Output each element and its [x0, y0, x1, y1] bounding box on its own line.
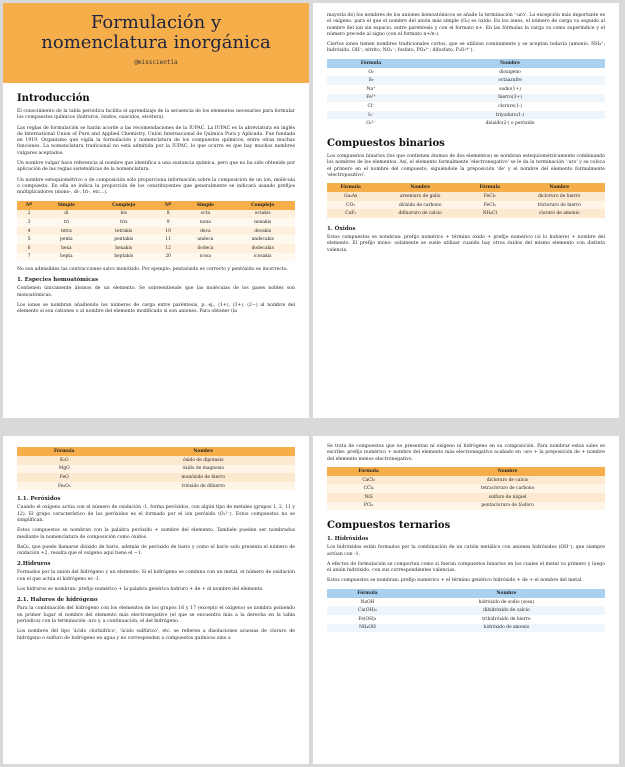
table-row [327, 111, 605, 120]
table-row [327, 615, 605, 624]
table-cell: I₃⁻ [327, 111, 415, 120]
table-row [327, 201, 605, 210]
table-row [327, 598, 605, 607]
column-header: Fórmula [466, 183, 513, 192]
table-cell: dioxígeno [499, 69, 521, 75]
section-item: 1. Óxidos [327, 225, 356, 232]
table-cell: decakis [230, 227, 295, 236]
table-cell: 20 [156, 253, 180, 262]
table-cell: hidróxido de amonio [408, 624, 605, 633]
table-cell: CaF₂ [327, 209, 374, 218]
paragraph: Se trata de compuestos que no presentan ni oxígeno ni hidrógeno en su composición. Para nombrar estas sales se escribe: prefijo numérico + nombre del elemento más electronegativo acabado en -uro + la preposición de + nombre del elemento menos electronegativo. [327, 444, 605, 462]
table-cell: dicloruro de calcio [410, 476, 605, 485]
table-cell: Na⁺ [366, 86, 376, 92]
salt-table [327, 467, 605, 510]
paragraph: BaO₂, que puede llamarse dióxido de bario, además de peróxido de bario y como el bario solo presenta el número de oxidación +2, resulta que el oxígeno aquí tiene el −1. [17, 544, 295, 557]
table-cell: MgO [17, 465, 112, 474]
binary-table [327, 183, 605, 218]
table-cell: dióxido de carbono [374, 201, 466, 210]
paragraph: Cuando el oxígeno actúa con el número de oxidación -1, forma peróxidos, con algún tipo de metales (grupos 1, 2, 11 y 12). El grupo característico de los peróxidos es el formado por el ion peróxido (O₂²⁻). Estos compuestos no se simplifican. [17, 505, 295, 523]
table-row [17, 482, 295, 491]
paragraph: Un nombre vulgar hace referencia al nombre que identifica a una sustancia química, pero que no ha sido obtenido por aplicación de las reglas sistemáticas de la nomenclatura. [17, 161, 295, 173]
table-row [327, 606, 605, 615]
hydroxide-table [327, 589, 605, 632]
paragraph: Los compuestos binarios (los que contienen átomos de dos elementos) se nombran estequiométricamente combinando los nombres de los elementos. Así, el elemento formalmente 'electronegativo' se le da la terminación '-uro' y se coloca el primero en el nombre del compuesto, siguiéndole la preposición 'de' y el nombre del elemento formalmente 'electropositivo'. [327, 153, 605, 178]
paragraph: Para la combinación del hidrógeno con los elementos de los grupos 16 y 17 (excepto el oxígeno) se nombra poniendo en primer lugar el nombre del elemento más electronegativo (el que se encuentra más a la derecha en la tabla periódica) con la terminación -uro y, a continuación, el del hidrógeno. [17, 606, 295, 624]
oxide-table [17, 447, 295, 490]
table-cell: 5 [17, 235, 41, 244]
table-cell: Cl⁻ [367, 103, 375, 109]
table-row [17, 235, 295, 244]
table-cell: 12 [156, 244, 180, 253]
table-cell: trihidróxido de hierro [482, 616, 531, 622]
column-header: Nº [17, 201, 41, 210]
column-header: Nombre [415, 59, 605, 68]
table-cell: icosa [180, 253, 230, 262]
paragraph: Formados por la unión del hidrógeno y un elemento. Si el hidrógeno se combina con un metal, el número de oxidación con el que actúa el hidrógeno es -1. [17, 570, 295, 582]
document-title [3, 13, 309, 53]
table-cell: Ca(OH)₂ [327, 606, 408, 615]
table-row [17, 210, 295, 219]
column-header: Nombre [410, 467, 605, 476]
table-cell: nonakis [230, 218, 295, 227]
table-cell: heptakis [91, 253, 156, 262]
table-cell: Fe₂O₃ [17, 482, 112, 491]
table-cell: tetra [41, 227, 91, 236]
paragraph: El conocimiento de la tabla periódica facilita el aprendizaje de la secuencia de los elementos necesarios para formular los compuestos químicos (hidruros, óxidos, oxácidos, etcétera). [17, 109, 295, 121]
column-header: Fórmula [327, 183, 374, 192]
table-cell: dióxido(2-) o peróxido [485, 121, 535, 127]
table-cell: trióxido de dihierro [112, 482, 295, 491]
paragraph: No son admisibles las contracciones salvo monóxido. Por ejemplo: pentaóxido es correcto y pentóxido es incorrecto. [17, 267, 288, 273]
table-cell: tetracloruro de carbono [410, 484, 605, 493]
table-cell: NiS [327, 493, 410, 502]
paragraph: Los hidróxidos están formados por la combinación de un catión metálico con aniones hidróxidos (OH⁻), que siempre actúan con -1. [327, 545, 605, 557]
title-line-2: nomenclatura inorgánica [41, 32, 271, 53]
column-header: Fórmula [327, 589, 408, 598]
section-heading: 1.1. Peróxidos [17, 496, 61, 503]
intro-heading: Introducción [17, 93, 90, 104]
table-cell: CaCl₂ [327, 476, 410, 485]
table-cell: hidróxido de sodio (sosa) [478, 599, 535, 605]
table-cell: hexakis [91, 244, 156, 253]
table-cell: difluoruro de calcio [374, 209, 466, 218]
table-cell: O₂ [368, 69, 374, 75]
table-cell: hexa [41, 244, 91, 253]
table-cell: dihidróxido de calcio [408, 606, 605, 615]
table-cell: dicloruro de hierro [513, 192, 605, 201]
table-header-row [327, 467, 605, 476]
column-header: Complejo [230, 201, 295, 210]
table-header-row [17, 201, 295, 210]
page-1 [3, 3, 309, 418]
column-header: Fórmula [327, 59, 415, 68]
table-row [17, 218, 295, 227]
table-cell: monóxido de hierro [112, 473, 295, 482]
ternarios-heading: Compuestos ternarios [327, 520, 451, 532]
table-cell: 7 [17, 253, 41, 262]
paragraph: Ciertos iones tienen nombres tradicionales cortos, que se utilizan comúnmente y se aceptan todavía (amonio, NH₄⁺; hidróxido, OH⁻; nitrito, NO₂⁻; fosfato, PO₄³⁻; difosfato, P₂O₇⁴⁻). [327, 42, 605, 54]
column-header: Nombre [408, 589, 605, 598]
table-row [327, 76, 605, 85]
table-header-row [327, 589, 605, 598]
table-cell: PCl₅ [327, 502, 410, 511]
author-handle: @misscientia [134, 59, 178, 66]
paragraph: mayoría de) los nombres de los aniones homoatómicos se añade la terminación '-uro'. La excepción más importante es el oxígeno, para el que el nombre del anión más simple (O₂) es óxido. En los iones, el número de carga va seguido al nombre del ion sin espacio, entre paréntesis y con el formato n+. En las fórmulas la carga va como superíndice y el número precede al signo (con el formato n+/n-). [327, 13, 605, 37]
table-row [327, 85, 605, 94]
table-cell: óxido de magnesio [112, 465, 295, 474]
table-cell: 4 [17, 227, 41, 236]
table-header-row [17, 447, 295, 456]
paragraph: Las reglas de formulación se harán acorde a las recomendaciones de la IUPAC. La IUPAC es la abreviatura en inglés de International Union of Pure and Applied Chemistry, Unión Internacional de Química Pura y Aplicada. Fue fundada en 1919. Organismo que vigila la formulación y nomenclatura de los compuestos químicos, entre otras muchas funciones. La nomenclatura tradicional no está admitida por la IUPAC, lo que ocurre es que hay muchos nombres vulgares aceptados. [17, 125, 295, 156]
paragraph: Los iones se nombran añadiendo los números de carga entre paréntesis, p. ej., (1+), (3+), (2−) al nombre del elemento si son cationes o al nombre del elemento modificado si son aniones. Para obtener (la [17, 303, 295, 315]
table-cell: 6 [17, 244, 41, 253]
table-row [327, 192, 605, 201]
table-cell: 9 [156, 218, 180, 227]
table-row [17, 465, 295, 474]
paragraph: Contienen únicamente átomos de un elemento. Se sobreentiende que las moléculas de los gases nobles son monoatómicas. [17, 286, 295, 298]
table-cell: 10 [156, 227, 180, 236]
table-cell: Fe(OH)₃ [358, 616, 377, 622]
table-cell: K₂O [17, 456, 112, 465]
table-cell: octaazufre [415, 76, 605, 85]
table-row [327, 502, 605, 511]
table-cell: óxido de dipotasio [112, 456, 295, 465]
table-cell: NaOH [360, 599, 375, 605]
table-cell: O₂²⁻ [366, 121, 376, 127]
table-cell: dodecakis [230, 244, 295, 253]
ion-table [327, 59, 605, 128]
table-row [17, 253, 295, 262]
column-header: Nombre [513, 183, 605, 192]
table-header-row [327, 183, 605, 192]
table-cell: hierro(3+) [415, 94, 605, 103]
table-cell: dodeca [180, 244, 230, 253]
table-cell: NH₄OH [327, 624, 408, 633]
table-cell: 2 [17, 210, 41, 219]
table-cell: hepta [41, 253, 91, 262]
table-cell: undeca [180, 235, 230, 244]
table-cell: 11 [156, 235, 180, 244]
table-row [17, 456, 295, 465]
page-3 [3, 436, 309, 764]
paragraph: A efectos de formulación se comportan como si fueran compuestos binarios en los cuales el metal va primero y luego el anión hidróxido, con sus correspondientes valencias. [327, 561, 605, 574]
table-cell: FeCl₃ [466, 201, 513, 210]
table-cell: penta [41, 235, 91, 244]
table-cell: cloruro(1-) [498, 103, 522, 109]
table-cell: tetrakis [91, 227, 156, 236]
binarios-heading: Compuestos binarios [327, 137, 445, 149]
table-cell: deca [180, 227, 230, 236]
table-cell: di [41, 210, 91, 219]
table-cell: sulfuro de níquel [410, 493, 605, 502]
paragraph: Un nombre estequiométrico o de composición sólo proporciona información sobre la composición de un ion, molécula o compuesto. En ella se indica la proporción de los constituyentes que generalmente se indicará usando prefijos multiplicadores (mono-, di-, tri-, etc...). [17, 177, 295, 196]
column-header: Nombre [374, 183, 466, 192]
column-header: Simple [41, 201, 91, 210]
table-cell: nona [180, 218, 230, 227]
table-cell: Ga₂As [327, 192, 374, 201]
table-cell: undecakis [230, 235, 295, 244]
table-cell: cloruro de amonio [513, 209, 605, 218]
table-row [327, 209, 605, 218]
paragraph: Estos compuestos se nombran: prefijo numérico + el término genérico hidróxido + de + el nombre del metal. [327, 578, 583, 584]
table-row [17, 227, 295, 236]
table-row [327, 102, 605, 111]
paragraph: Los nombres del tipo 'ácido clorhídrico', 'ácido sulfúrico', etc. se refieren a disoluciones acuosas de cloruro de hidrógeno o sulfuro de hidrógeno en agua y no corresponden a compuestos químicos sino a [17, 629, 295, 641]
section-heading: 2.Hidruros [17, 561, 51, 568]
table-row [327, 476, 605, 485]
table-header-row [327, 59, 605, 68]
page-2 [313, 3, 619, 418]
table-cell: FeO [17, 473, 112, 482]
table-cell: tricloruro de hierro [513, 201, 605, 210]
page-4 [313, 436, 619, 764]
paragraph: Los hidruros se nombran: prefijo numérico + la palabra genérica hidruro + de + el nombre del elemento. [17, 587, 264, 593]
table-cell: NH₄Cl [466, 209, 513, 218]
table-cell: tris [91, 218, 156, 227]
table-cell: arseniuro de galio [374, 192, 466, 201]
table-row [327, 484, 605, 493]
section-heading: 2.1. Haluros de hidrógeno [17, 597, 98, 604]
prefix-table [17, 201, 295, 262]
table-cell: CO₂ [327, 201, 374, 210]
table-cell: CCl₄ [327, 484, 410, 493]
table-cell: octa [180, 210, 230, 219]
table-row [327, 624, 605, 633]
table-row [327, 119, 605, 128]
table-cell: octakis [230, 210, 295, 219]
table-row [327, 493, 605, 502]
section-item: 1. Hidróxidos [327, 536, 369, 543]
title-line-1: Formulación y [90, 12, 222, 33]
column-header: Complejo [91, 201, 156, 210]
table-cell: icosakis [230, 253, 295, 262]
column-header: Fórmula [327, 467, 410, 476]
title-banner [3, 3, 309, 83]
table-cell: bis [91, 210, 156, 219]
paragraph: Estos compuestos se nombran con la palabra peróxido + nombre del elemento. También pueden ser nombrados mediante la nomenclatura de composición como óxidos. [17, 528, 295, 540]
table-cell: S₈ [327, 76, 415, 85]
column-header: Nº [156, 201, 180, 210]
table-cell: tri [41, 218, 91, 227]
section-item: 1. Especies homoatómicas [17, 277, 99, 284]
table-row [17, 473, 295, 482]
table-cell: pentacloruro de fósforo [410, 502, 605, 511]
table-cell: triyoduro(1-) [415, 111, 605, 120]
table-cell: FeCl₂ [466, 192, 513, 201]
table-cell: pentakis [91, 235, 156, 244]
table-cell: 3 [17, 218, 41, 227]
table-row [327, 94, 605, 103]
table-cell: Fe³⁺ [327, 94, 415, 103]
table-cell: sodio(1+) [499, 86, 521, 92]
column-header: Fórmula [17, 447, 112, 456]
column-header: Simple [180, 201, 230, 210]
table-cell: 8 [156, 210, 180, 219]
paragraph: Estos compuestos se nombran: prefijo numérico + término óxido + prefijo numérico (si lo hubiere) + nombre del elemento. El prefijo mono- solamente se suele utilizar cuando hay otros óxidos del mismo elemento con distinta valencia. [327, 234, 605, 253]
table-row [327, 68, 605, 77]
table-row [17, 244, 295, 253]
column-header: Nombre [112, 447, 295, 456]
